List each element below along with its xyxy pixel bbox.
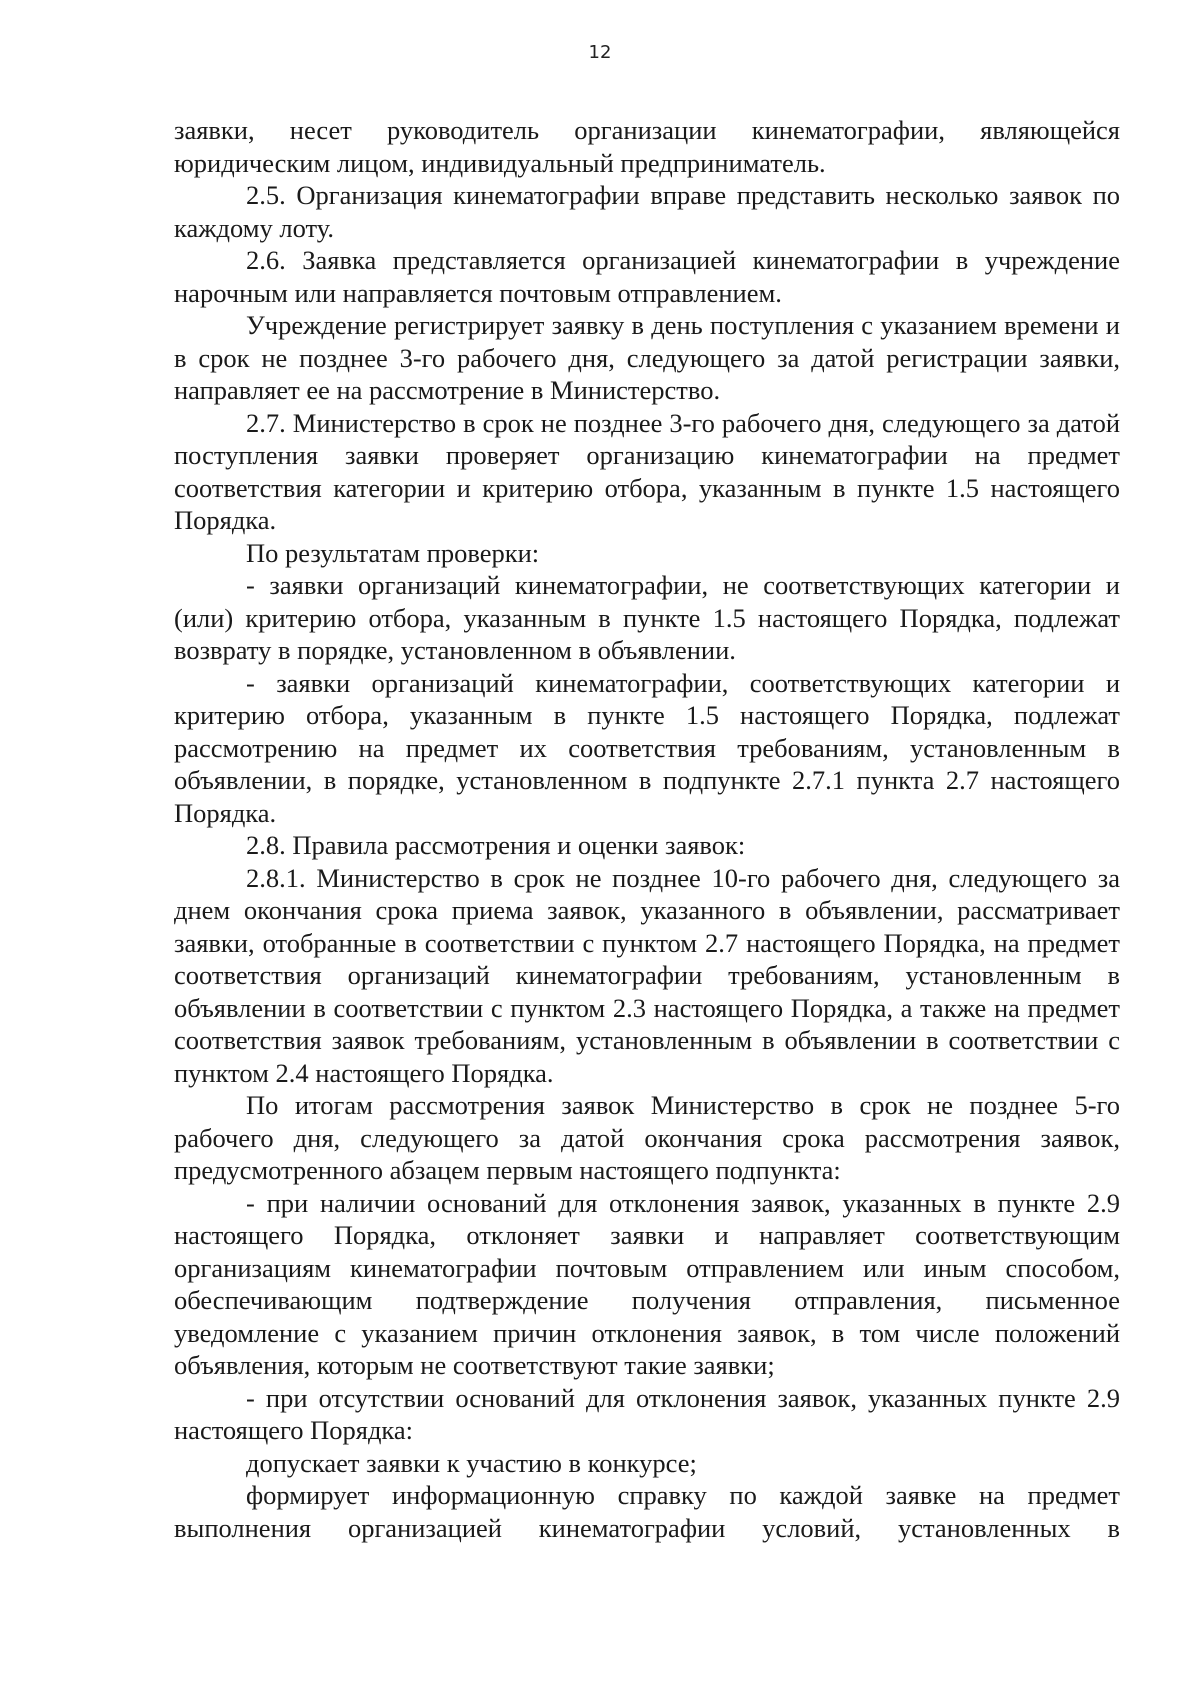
paragraph: - заявки организаций кинематографии, не соответствующих категории и (или) критерию отбора, указанным в пункте 1.5 настоящего Порядка, подлежат возврату в порядке, установленном в объявлении. xyxy=(174,570,1120,665)
paragraph: - при наличии оснований для отклонения заявок, указанных в пункте 2.9 настоящего Порядка, отклоняет заявки и направляет соответствующим организациям кинематографии почтовым отправлением или иным способом, обеспечивающим подтверждение получения отправления, письменное уведомление с указанием причин отклонения заявок, в том числе положений объявления, которым не соответствуют такие заявки; xyxy=(174,1187,1120,1380)
paragraph: 2.8. Правила рассмотрения и оценки заявок: xyxy=(246,830,746,860)
paragraph: Учреждение регистрирует заявку в день поступления с указанием времени и в срок не позднее 3-го рабочего дня, следующего за датой регистрации заявки, направляет ее на рассмотрение в Министерство. xyxy=(174,310,1120,405)
paragraph: 2.6. Заявка представляется организацией кинематографии в учреждение нарочным или направляется почтовым отправлением. xyxy=(174,245,1120,308)
paragraph: - заявки организаций кинематографии, соответствующих категории и критерию отбора, указанным в пункте 1.5 настоящего Порядка, подлежат рассмотрению на предмет их соответствия требованиям, установленным в объявлении, в порядке, установленном в подпункте 2.7.1 пункта 2.7 настоящего Порядка. xyxy=(174,667,1120,828)
paragraph: - при отсутствии оснований для отклонения заявок, указанных пункте 2.9 настоящего Порядка: xyxy=(174,1382,1120,1445)
paragraph: 2.5. Организация кинематографии вправе представить несколько заявок по каждому лоту. xyxy=(174,180,1120,243)
document-body xyxy=(174,114,1120,1544)
paragraph: По итогам рассмотрения заявок Министерство в срок не позднее 5-го рабочего дня, следующего за датой окончания срока рассмотрения заявок, предусмотренного абзацем первым настоящего подпункта: xyxy=(174,1090,1120,1185)
page-number: 12 xyxy=(588,42,612,63)
paragraph: По результатам проверки: xyxy=(246,537,540,568)
paragraph: 2.7. Министерство в срок не позднее 3-го рабочего дня, следующего за датой поступления заявки проверяет организацию кинематографии на предмет соответствия категории и критерию отбора, указанным в пункте 1.5 настоящего Порядка. xyxy=(174,407,1120,535)
paragraph: допускает заявки к участию в конкурсе; xyxy=(246,1447,697,1478)
paragraph: формирует информационную справку по каждой заявке на предмет выполнения организацией кинематографии условий, установленных в xyxy=(174,1480,1120,1543)
paragraph: 2.8.1. Министерство в срок не позднее 10-го рабочего дня, следующего за днем окончания срока приема заявок, указанного в объявлении, рассматривает заявки, отобранные в соответствии с пунктом 2.7 настоящего Порядка, на предмет соответствия организаций кинематографии требованиям, установленным в объявлении в соответствии с пунктом 2.3 настоящего Порядка, а также на предмет соответствия заявок требованиям, установленным в объявлении в соответствии с пунктом 2.4 настоящего Порядка. xyxy=(174,862,1120,1088)
paragraph: заявки, несет руководитель организации кинематографии, являющейся юридическим лицом, индивидуальный предприниматель. xyxy=(174,115,1120,178)
